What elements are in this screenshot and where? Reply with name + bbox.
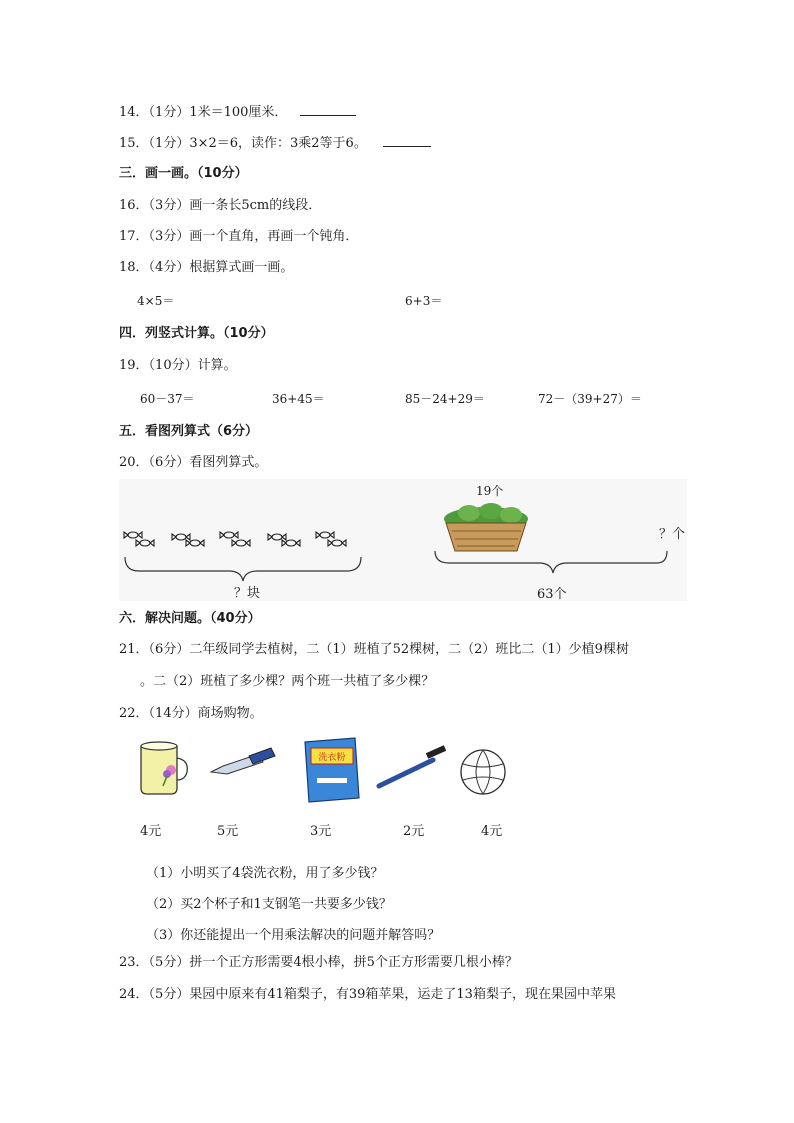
ball-icon	[461, 750, 505, 794]
question-15-text: 15．（1分）3×2＝6，读作：3乘2等于6。	[119, 136, 367, 151]
fountain-pen-icon	[211, 748, 275, 774]
answer-blank[interactable]	[300, 115, 356, 116]
candy-group-icon	[124, 532, 346, 546]
section-3-heading: 三．画一画。（10分）	[119, 166, 248, 181]
toothbrush-icon	[379, 748, 445, 786]
detergent-label: 洗衣粉	[318, 753, 346, 763]
question-14-text: 14．（1分）1米＝100厘米．	[119, 105, 288, 120]
question-20: 20．（6分）看图列算式。	[119, 455, 268, 470]
question-22-sub3: （3）你还能提出一个用乘法解决的问题并解答吗？	[146, 928, 441, 943]
left-total-label: ？块	[234, 586, 261, 601]
q19-item-4: 72－（39+27）＝	[538, 392, 642, 406]
section-6-heading: 六．解决问题。（40分）	[119, 611, 261, 626]
question-18: 18．（4分）根据算式画一画。	[119, 260, 294, 275]
price-ball: 4元	[481, 824, 503, 839]
candies-and-basket-illustration	[119, 479, 687, 601]
question-14	[119, 105, 356, 121]
question-22: 22．（14分）商场购物。	[119, 706, 263, 721]
detergent-bag-icon	[305, 738, 359, 802]
question-17: 17．（3分）画一个直角，再画一个钝角．	[119, 229, 359, 244]
q19-item-3: 85－24+29＝	[405, 392, 485, 406]
price-toothbrush: 2元	[403, 824, 425, 839]
unknown-count-label: ？个	[659, 527, 686, 542]
basket-icon	[444, 503, 528, 551]
left-brace	[125, 557, 361, 581]
question-16: 16．（3分）画一条长5cm的线段．	[119, 198, 322, 213]
basket-count-label: 19个	[476, 484, 504, 498]
question-19: 19．（10分）计算。	[119, 358, 237, 373]
question-21-line1: 21．（6分）二年级同学去植树，二（1）班植了52棵树，二（2）班比二（1）少植9棵树	[119, 642, 629, 657]
question-21-line2: 。二（2）班植了多少棵？两个班一共植了多少棵？	[140, 674, 435, 689]
price-cup: 4元	[140, 824, 162, 839]
q20-figure	[119, 479, 687, 601]
question-24: 24．（5分）果园中原来有41箱梨子，有39箱苹果，运走了13箱梨子，现在果园中苹果	[119, 987, 616, 1002]
price-detergent: 3元	[310, 824, 332, 839]
q19-item-1: 60－37＝	[140, 392, 195, 406]
total-count-label: 63个	[537, 587, 567, 602]
price-pen: 5元	[217, 824, 239, 839]
question-22-sub2: （2）买2个杯子和1支钢笔一共要多少钱？	[146, 897, 392, 912]
cup-icon	[141, 742, 187, 794]
section-5-heading: 五．看图列算式（6分）	[119, 424, 259, 439]
answer-blank[interactable]	[383, 146, 431, 147]
q19-item-2: 36+45＝	[272, 392, 325, 406]
section-4-heading: 四．列竖式计算。（10分）	[119, 326, 274, 341]
q18-expression-a: 4×5＝	[137, 294, 175, 308]
question-15	[119, 136, 431, 152]
q18-expression-b: 6+3＝	[405, 294, 443, 308]
question-22-sub1: （1）小明买了4袋洗衣粉，用了多少钱？	[146, 866, 384, 881]
products-illustration	[133, 736, 513, 810]
question-23: 23．（5分）拼一个正方形需要4根小棒，拼5个正方形需要几根小棒？	[119, 955, 518, 970]
right-brace	[435, 551, 667, 573]
